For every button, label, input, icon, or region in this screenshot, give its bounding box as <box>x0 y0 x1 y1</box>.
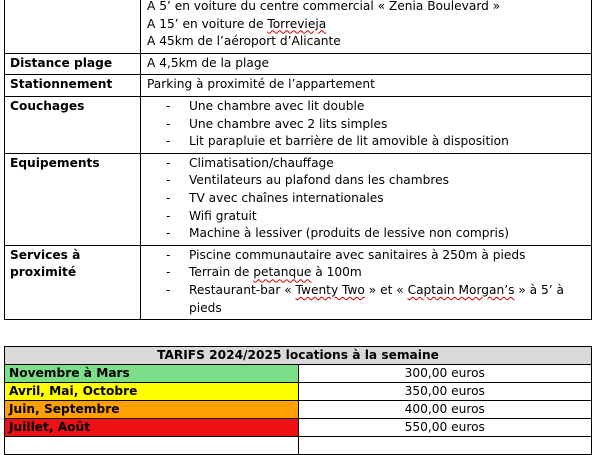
services-row <box>5 245 592 319</box>
list-item: - Terrain de petanque à 100m <box>146 264 587 282</box>
list-item: - Machine à lessiver (produits de lessive non compris) <box>146 225 587 243</box>
list-item: - Une chambre avec 2 lits simples <box>146 116 587 134</box>
parking-value: Parking à proximité de l’appartement <box>141 75 592 97</box>
list-item: - Wifi gratuit <box>146 208 587 226</box>
parking-label: Stationnement <box>5 75 141 97</box>
tariffs-header-row <box>5 347 592 365</box>
parking-row <box>5 75 592 97</box>
season-cell: Juin, Septembre <box>5 401 299 419</box>
price-cell: 300,00 euros <box>298 365 592 383</box>
access-label-cell <box>5 0 141 53</box>
table-row <box>5 383 592 401</box>
list-item: - Restaurant-bar « Twenty Two » et « Captain Morgan’s » à 5’ à pieds <box>146 282 587 317</box>
season-cell: Novembre à Mars <box>5 365 299 383</box>
beds-list-cell <box>141 96 592 153</box>
list-item: - Lit parapluie et barrière de lit amovible à disposition <box>146 133 587 151</box>
beds-list <box>146 98 587 151</box>
beds-row <box>5 96 592 153</box>
price-cell <box>298 437 592 455</box>
season-cell <box>5 437 299 455</box>
equipment-list <box>146 155 587 243</box>
beach-value: A 4,5km de la plage <box>141 53 592 75</box>
access-line: A 15’ en voiture de Torrevieja <box>147 16 327 31</box>
list-item: - TV avec chaînes internationales <box>146 190 587 208</box>
price-cell: 550,00 euros <box>298 419 592 437</box>
services-list-cell <box>141 245 592 319</box>
services-list <box>146 247 587 317</box>
services-label: Services à proximité <box>5 245 141 319</box>
table-row <box>5 365 592 383</box>
tariffs-table <box>4 346 592 455</box>
access-value-cell <box>141 0 592 53</box>
list-item: - Piscine communautaire avec sanitaires à 250m à pieds <box>146 247 587 265</box>
season-cell: Avril, Mai, Octobre <box>5 383 299 401</box>
equipment-list-cell <box>141 153 592 245</box>
table-row <box>5 401 592 419</box>
beach-row <box>5 53 592 75</box>
list-item: - Une chambre avec lit double <box>146 98 587 116</box>
property-info-table <box>4 0 592 320</box>
table-row <box>5 419 592 437</box>
price-cell: 400,00 euros <box>298 401 592 419</box>
access-line: A 5’ en voiture du centre commercial « Zenia Boulevard » <box>147 0 501 13</box>
list-item: - Ventilateurs au plafond dans les chambres <box>146 172 587 190</box>
access-row <box>5 0 592 53</box>
equipment-label: Equipements <box>5 153 141 245</box>
table-row <box>5 437 592 455</box>
season-cell: Juillet, Août <box>5 419 299 437</box>
beds-label: Couchages <box>5 96 141 153</box>
equipment-row <box>5 153 592 245</box>
access-line: A 45km de l’aéroport d’Alicante <box>147 34 341 49</box>
list-item: - Climatisation/chauffage <box>146 155 587 173</box>
beach-label: Distance plage <box>5 53 141 75</box>
price-cell: 350,00 euros <box>298 383 592 401</box>
tariffs-title: TARIFS 2024/2025 locations à la semaine <box>5 347 592 365</box>
